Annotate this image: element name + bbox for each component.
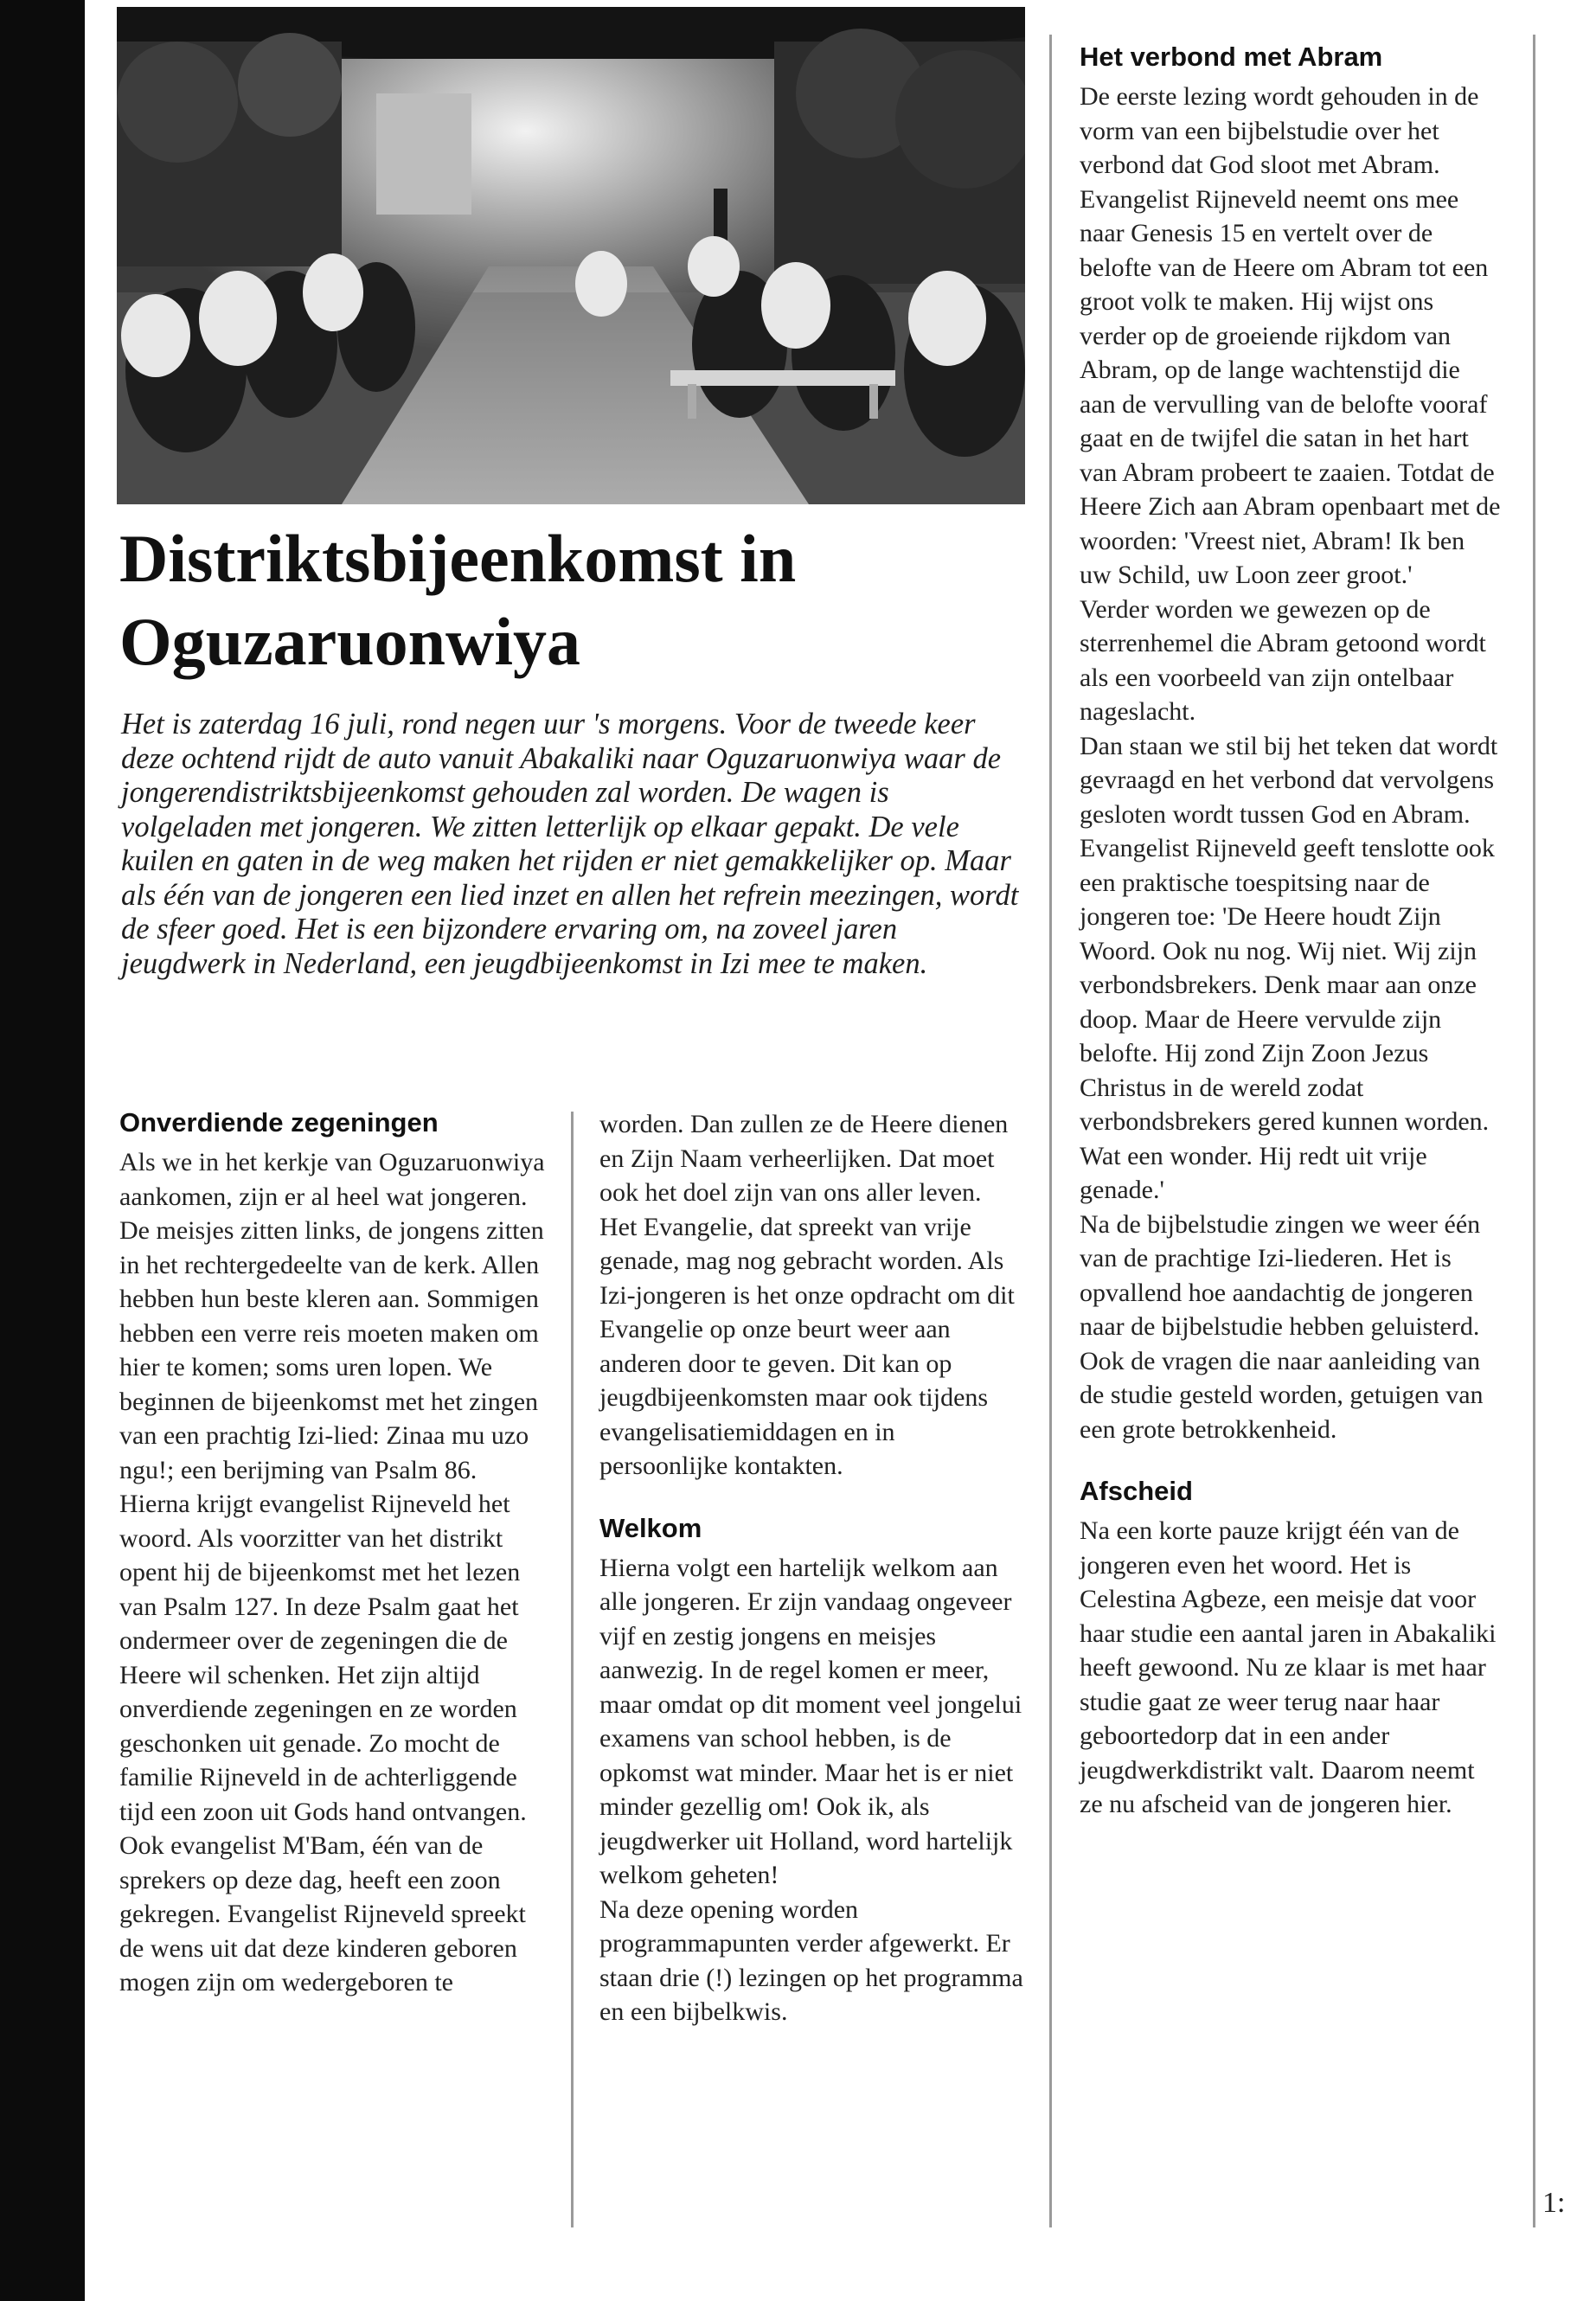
- paragraph: De eerste lezing wordt gehouden in de vorm van een bijbelstudie over het verbond dat God sloot met Abram.: [1080, 82, 1479, 179]
- column-divider: [571, 1112, 574, 2227]
- column-divider: [1533, 35, 1535, 2227]
- paragraph: worden. Dan zullen ze de Heere dienen en Zijn Naam verheerlijken. Dat moet ook het doel zijn van ons aller leven. Het Evangelie, dat spreekt van vrije genade, mag nog gebracht worden. Als Izi-jongeren is het onze opdracht om dit Evangelie op onze beurt weer aan anderen door te geven. Dit kan op jeugdbijeenkomsten maar ook tijdens evangelisatiemiddagen en in persoonlijke kontakten.: [599, 1110, 1015, 1480]
- paragraph: Als we in het kerkje van Oguzaruonwiya aankomen, zijn er al heel wat jongeren. De meisjes zitten links, de jongens zitten in het rechtergedeelte van de kerk. Allen hebben hun beste kleren aan. Sommigen hebben een verre reis moeten maken om hier te komen; soms uren lopen. We beginnen de bijeenkomst met het zingen van een prachtig Izi-lied: Zinaa mu uzo ngu!; een berijming van Psalm 86. Hierna krijgt evangelist Rijneveld het woord. Als voorzitter van het distrikt opent hij de bijeenkomst met het lezen van Psalm 127. In deze Psalm gaat het ondermeer over de zegeningen die de Heere wil schenken. Het zijn altijd onverdiende zegeningen en ze worden geschonken uit genade. Zo mocht de familie Rijneveld in de achterliggende tijd een zoon uit Gods hand ontvangen. Ook evangelist M'Bam, één van de sprekers op deze dag, heeft een zoon gekregen. Evangelist Rijneveld spreekt de wens uit dat deze kinderen geboren mogen zijn om wedergeboren te: [119, 1148, 545, 1997]
- scan-edge: [0, 0, 85, 2301]
- paragraph: Evangelist Rijneveld geeft tenslotte ook een praktische toespitsing naar de jongeren toe: 'De Heere houdt Zijn Woord. Ook nu nog. Wij niet. Wij zijn verbondsbrekers. Denk maar aan onze doop. Maar de Heere vervulde zijn belofte. Hij zond Zijn Zoon Jezus Christus in de wereld zodat verbondsbrekers gered kunnen worden. Wat een wonder. Hij redt uit vrije genade.': [1080, 834, 1495, 1204]
- paragraph: Dan staan we stil bij het teken dat wordt gevraagd en het verbond dat vervolgens gesloten wordt tussen God en Abram.: [1080, 731, 1498, 829]
- section-heading-onverdiende-zegeningen: Onverdiende zegeningen: [119, 1107, 439, 1138]
- column-middle: [599, 1107, 1023, 2029]
- section-heading-het-verbond-met-abram: Het verbond met Abram: [1080, 42, 1383, 72]
- page-number: 1:: [1542, 2187, 1566, 2219]
- paragraph: Na de bijbelstudie zingen we weer één van de prachtige Izi-liederen. Het is opvallend hoe aandachtig de jongeren naar de bijbelstudie hebben geluisterd. Ook de vragen die naar aanleiding van de studie gesteld worden, getuigen van een grote betrokkenheid.: [1080, 1209, 1484, 1444]
- column-left: [119, 1106, 548, 2000]
- paragraph: Na deze opening worden programmapunten verder afgewerkt. Er staan drie (!) lezingen op het programma en een bijbelkwis.: [599, 1894, 1023, 2026]
- photo-gathering: [117, 7, 1025, 504]
- section-heading-welkom: Welkom: [599, 1512, 702, 1543]
- column-right: [1080, 40, 1502, 1822]
- article-intro: Het is zaterdag 16 juli, rond negen uur 's morgens. Voor de tweede keer deze ochtend rijdt de auto vanuit Abakaliki naar Oguzaruonwiya waar de jongerendistriktsbijeenkomst gehouden zal worden. De wagen is volgeladen met jongeren. We zitten letterlijk op elkaar gepakt. De vele kuilen en gaten in de weg maken het rijden er niet gemakkelijker op. Maar als één van de jongeren een lied inzet en allen het refrein meezingen, wordt de sfeer goed. Het is een bijzondere ervaring om, na zoveel jaren jeugdwerk in Nederland, een jeugdbijeenkomst in Izi mee te maken.: [121, 708, 1019, 980]
- photo-image: [117, 7, 1025, 504]
- section-heading-afscheid: Afscheid: [1080, 1476, 1193, 1506]
- article-title: Distriktsbijeenkomst in Oguzaruonwiya: [119, 521, 797, 679]
- paragraph: Evangelist Rijneveld neemt ons mee naar Genesis 15 en vertelt over de belofte van de Heere om Abram tot een groot volk te maken. Hij wijst ons verder op de groeiende rijkdom van Abram, op de lange wachtenstijd die aan de vervulling van de belofte vooraf gaat en de twijfel die satan in het hart van Abram probeert te zaaien. Totdat de Heere Zich aan Abram openbaart met de woorden: 'Vreest niet, Abram! Ik ben uw Schild, uw Loon zeer groot.': [1080, 184, 1501, 589]
- paragraph: Hierna volgt een hartelijk welkom aan alle jongeren. Er zijn vandaag ongeveer vijf en zestig jongens en meisjes aanwezig. In de regel komen er meer, maar omdat op dit moment veel jongelui examens van school hebben, is de opkomst wat minder. Maar het is er niet minder gezellig om! Ook ik, als jeugdwerker uit Holland, word hartelijk welkom geheten!: [599, 1553, 1022, 1889]
- paragraph: Verder worden we gewezen op de sterrenhemel die Abram getoond wordt als een voorbeeld van zijn ontelbaar nageslacht.: [1080, 594, 1486, 726]
- column-divider: [1049, 35, 1052, 2227]
- paragraph: Na een korte pauze krijgt één van de jongeren even het woord. Het is Celestina Agbeze, een meisje dat voor haar studie een aantal jaren in Abakaliki heeft gewoond. Nu ze klaar is met haar studie gaat ze weer terug naar haar geboortedorp dat in een ander jeugdwerkdistrikt valt. Daarom neemt ze nu afscheid van de jongeren hier.: [1080, 1516, 1497, 1818]
